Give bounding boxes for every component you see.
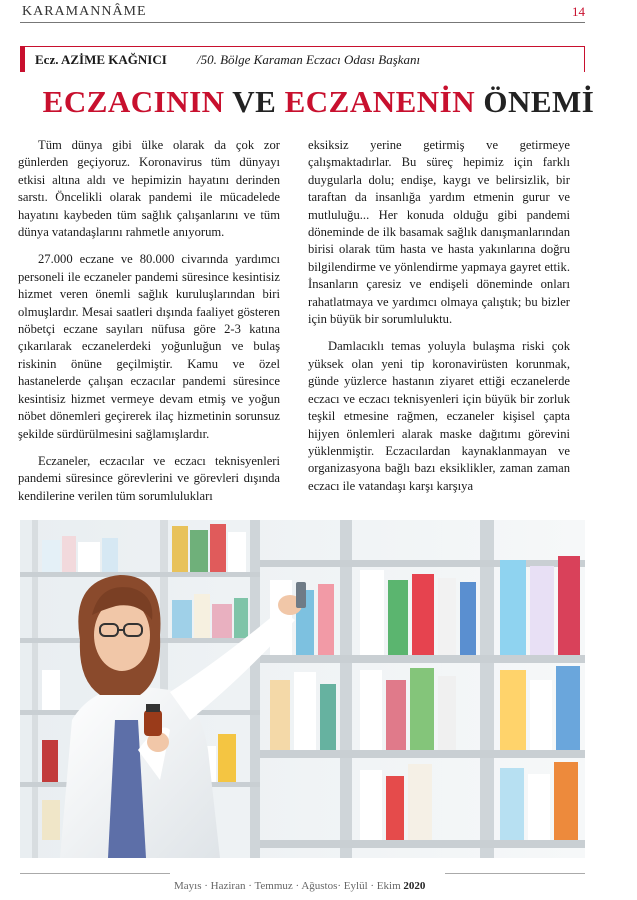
article-column-left: [18, 137, 280, 515]
header-rule: [20, 22, 585, 23]
headline-part-3: ECZANENİN: [284, 84, 476, 119]
paragraph: 27.000 eczane ve 80.000 civarında yardımcı personeli ile eczaneler pandemi süresince kesintisiz hizmet veren önemli sağlık kuruluşlarından biri olmuşlardır. Mesai saatleri dışında faaliyet gösteren nöbetçi eczane sayıları nüfusa göre 2-3 katına çıkarılarak eczanelerdeki yoğunluğun ve bulaş riskinin önüne geçilmiştir. Kamu ve özel hastanelerde çalışan eczacılar pandemi süresince kesintisiz hizmet vermeye devam etmiş ve yoğun nöbet dönemleri geçirerek ilaç hizmetinin sorunsuz şekilde sürdürülmesini sağlamışlardır.: [18, 252, 280, 441]
footer-rule-right: [445, 873, 585, 874]
article-column-right: [308, 137, 570, 505]
paragraph: Eczaneler, eczacılar ve eczacı teknisyenleri pandemi süresince görevlerini ve görevleri dışında kendilerine verilen tüm sorumlulukları: [18, 453, 280, 503]
footer-year: 2020: [403, 880, 426, 892]
author-role: /50. Bölge Karaman Eczacı Odası Başkanı: [197, 52, 421, 67]
paragraph: Damlacıklı temas yoluyla bulaşma riski çok yüksek olan yeni tip koronavirüsten korunmak, günde yüzlerce hastanın ziyaret ettiği eczanelerde eczacı ve eczacı teknisyenleri için büyük bir zorluk teşkil etmesine rağmen, eczaneler kişisel çapta hijyen önlemleri alarak maske dağıtımı görevini yüklenmiştir. Eczacılardan kaynaklanmayan ve organizasyona bağlı bazı eksiklikler, zaman zaman eczacı ile vatandaşı karşı karşıya: [308, 339, 570, 493]
page-number: 14: [572, 4, 585, 19]
footer-months: Mayıs · Haziran · Temmuz · Ağustos· Eylül · Ekim: [174, 880, 401, 892]
paragraph: Tüm dünya gibi ülke olarak da çok zor günlerden geçiyoruz. Koronavirus tüm dünyayı etkisi altına aldı ve hepimizin hayatını derinden sarstı. Öncelikli olarak pandemi ile mücadelede hayatını kaybeden tüm sağlık çalışanlarını ve tüm dünya vatandaşlarını rahmetle anıyorum.: [18, 138, 280, 240]
footer-issue: [174, 880, 425, 892]
pharmacist-photo: [20, 520, 585, 858]
headline-part-2: VE: [224, 84, 285, 119]
headline-part-4: ÖNEMİ: [475, 84, 595, 119]
paragraph: eksiksiz yerine getirmiş ve getirmeye çalışmaktadırlar. Bu süreç hepimiz için farklı duygularla dolu; endişe, kaygı ve belirsizlik, bir taraftan da insanlığa yardım etmenin gurur ve mutluluğu... Her konuda olduğu gibi pandemi döneminde de ilk basamak sağlık danışmanlarından birisi olarak tüm hasta ve hasta yakınlarına doğru bilgilendirme ve yönlendirme yapmaya gayret ettik. İnsanların çaresiz ve endişeli döneminde onları rahatlatmaya ve yardımcı olmaya çalıştık; bu bizler için büyük bir sorumluluktu.: [308, 138, 570, 327]
magazine-title: KARAMANNÂME: [22, 4, 147, 19]
article-headline: [0, 84, 637, 120]
pharmacy-shelves-illustration: [20, 520, 585, 858]
headline-part-1: ECZACININ: [42, 84, 225, 119]
author-bar: [20, 46, 585, 72]
author-name: Ecz. AZİME KAĞNICI: [35, 52, 167, 67]
footer-rule-left: [20, 873, 170, 874]
